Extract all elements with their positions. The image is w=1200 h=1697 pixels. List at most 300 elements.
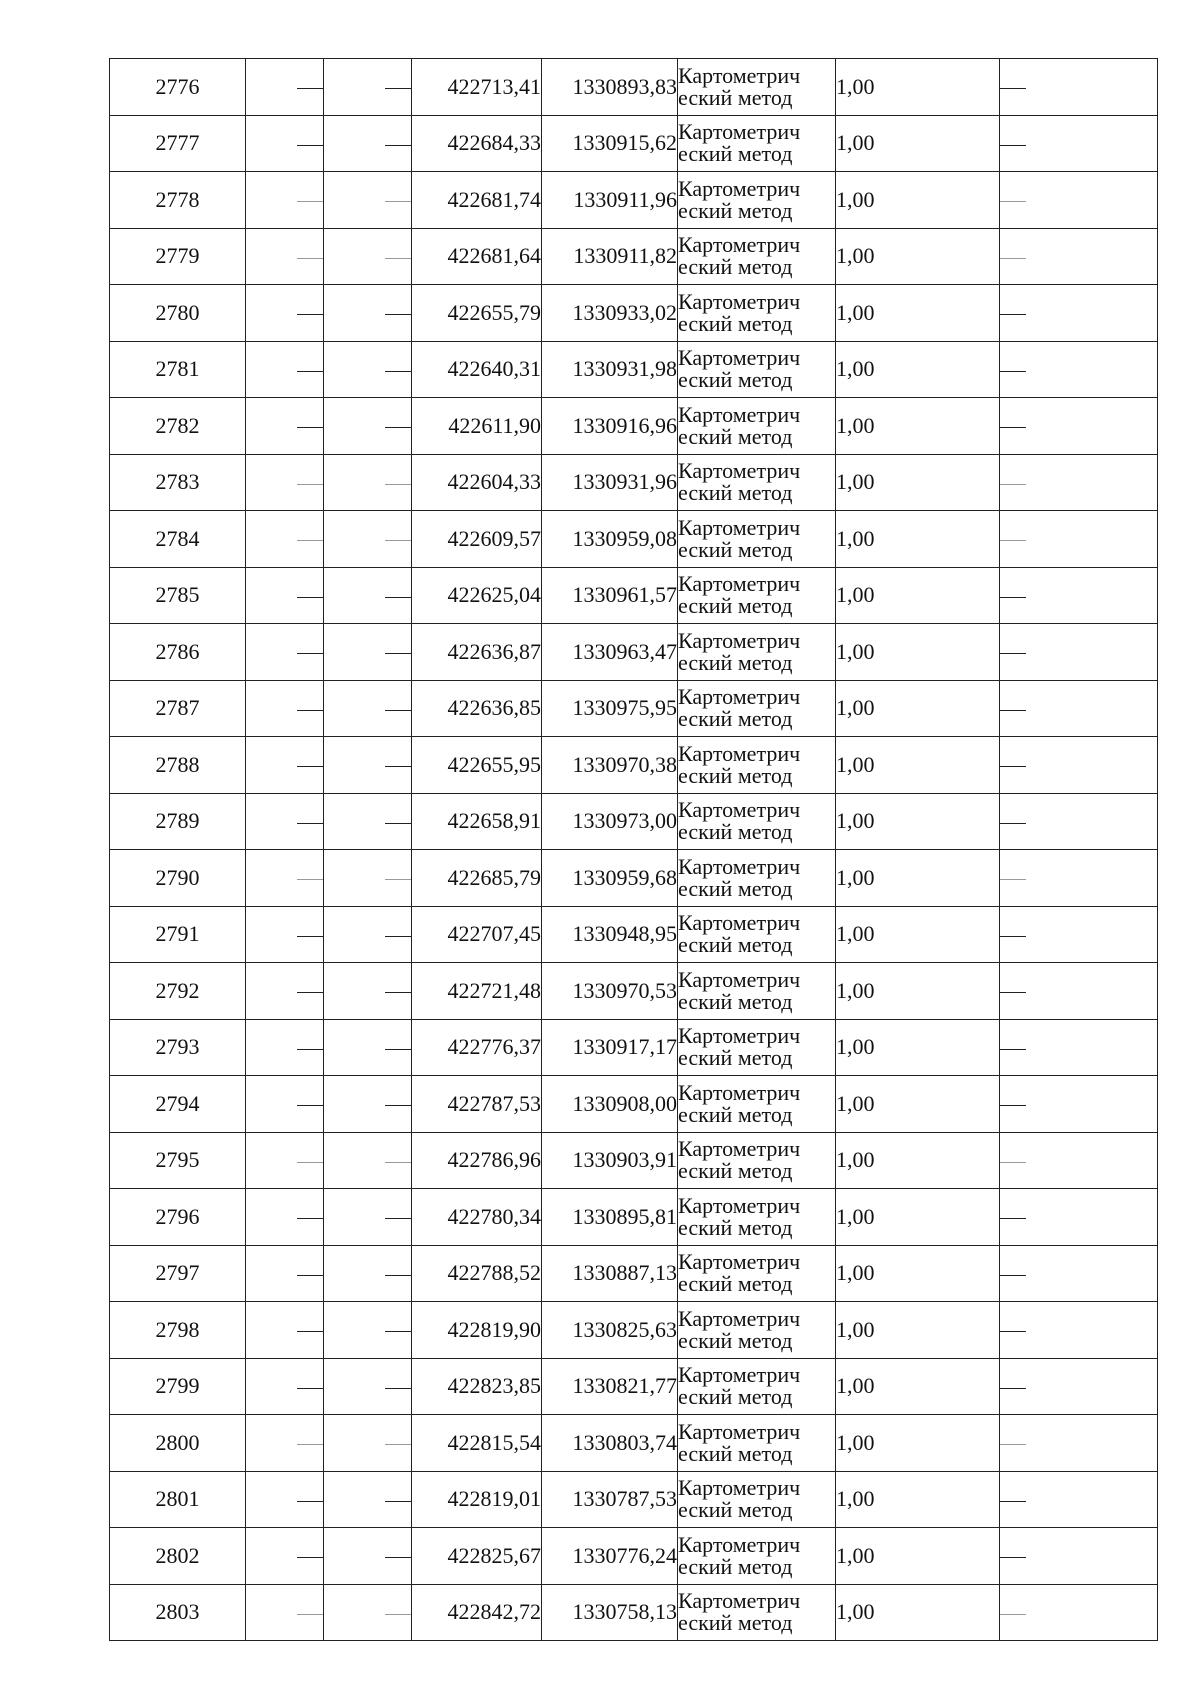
method-line-2: еский метод bbox=[678, 706, 793, 732]
dash-mark bbox=[385, 1331, 411, 1332]
method-cell bbox=[678, 398, 836, 455]
dash-mark bbox=[1000, 1049, 1026, 1050]
coordinate-x: 422713,41 bbox=[412, 59, 542, 116]
dash-mark bbox=[385, 145, 411, 146]
empty-cell-dash bbox=[324, 1189, 412, 1246]
method-line-1: Картометрич bbox=[678, 684, 801, 710]
point-number: 2783 bbox=[110, 454, 246, 511]
method-cell bbox=[678, 1132, 836, 1189]
coordinate-y: 1330908,00 bbox=[542, 1076, 678, 1133]
method-line-1: Картометрич bbox=[678, 119, 801, 145]
empty-cell-dash bbox=[324, 454, 412, 511]
method-cell bbox=[678, 850, 836, 907]
method-line-1: Картометрич bbox=[678, 458, 801, 484]
method-cell bbox=[678, 228, 836, 285]
empty-cell-dash bbox=[246, 1245, 324, 1302]
method-line-1: Картометрич bbox=[678, 1079, 801, 1105]
table-row bbox=[110, 850, 1158, 907]
method-cell bbox=[678, 1471, 836, 1528]
coordinate-x: 422825,67 bbox=[412, 1528, 542, 1585]
empty-cell-dash bbox=[1000, 1189, 1158, 1246]
dash-mark bbox=[1000, 992, 1026, 993]
coordinate-y: 1330776,24 bbox=[542, 1528, 678, 1585]
empty-cell-dash bbox=[1000, 624, 1158, 681]
dash-mark bbox=[385, 314, 411, 315]
point-number: 2776 bbox=[110, 59, 246, 116]
table-row bbox=[110, 228, 1158, 285]
empty-cell-dash bbox=[246, 1584, 324, 1641]
empty-cell-dash bbox=[1000, 906, 1158, 963]
dash-mark bbox=[1000, 879, 1026, 880]
dash-mark bbox=[1000, 314, 1026, 315]
empty-cell-dash bbox=[324, 1302, 412, 1359]
coordinate-x: 422786,96 bbox=[412, 1132, 542, 1189]
point-number: 2794 bbox=[110, 1076, 246, 1133]
method-line-1: Картометрич bbox=[678, 1418, 801, 1444]
empty-cell-dash bbox=[246, 285, 324, 342]
table-row bbox=[110, 906, 1158, 963]
dash-mark bbox=[297, 597, 323, 598]
dash-mark bbox=[297, 1331, 323, 1332]
empty-cell-dash bbox=[246, 228, 324, 285]
empty-cell-dash bbox=[1000, 285, 1158, 342]
dash-mark bbox=[1000, 823, 1026, 824]
empty-cell-dash bbox=[324, 172, 412, 229]
method-line-1: Картометрич bbox=[678, 1588, 801, 1614]
dash-mark bbox=[385, 823, 411, 824]
dash-mark bbox=[297, 1501, 323, 1502]
empty-cell-dash bbox=[324, 680, 412, 737]
dash-mark bbox=[385, 201, 411, 202]
coordinates-table bbox=[109, 58, 1158, 1641]
empty-cell-dash bbox=[246, 680, 324, 737]
coordinate-x: 422636,87 bbox=[412, 624, 542, 681]
method-cell bbox=[678, 906, 836, 963]
dash-mark bbox=[1000, 427, 1026, 428]
accuracy-value: 1,00 bbox=[836, 398, 1000, 455]
dash-mark bbox=[385, 992, 411, 993]
accuracy-value: 1,00 bbox=[836, 59, 1000, 116]
empty-cell-dash bbox=[324, 793, 412, 850]
dash-mark bbox=[385, 1218, 411, 1219]
accuracy-value: 1,00 bbox=[836, 341, 1000, 398]
empty-cell-dash bbox=[1000, 228, 1158, 285]
dash-mark bbox=[297, 1557, 323, 1558]
table-row bbox=[110, 285, 1158, 342]
table-row bbox=[110, 567, 1158, 624]
empty-cell-dash bbox=[1000, 1245, 1158, 1302]
method-line-2: еский метод bbox=[678, 593, 793, 619]
coordinate-x: 422655,79 bbox=[412, 285, 542, 342]
empty-cell-dash bbox=[1000, 737, 1158, 794]
method-line-1: Картометрич bbox=[678, 1362, 801, 1388]
table-row bbox=[110, 1528, 1158, 1585]
coordinate-x: 422721,48 bbox=[412, 963, 542, 1020]
empty-cell-dash bbox=[324, 1019, 412, 1076]
dash-mark bbox=[297, 88, 323, 89]
method-line-1: Картометрич bbox=[678, 1192, 801, 1218]
point-number: 2798 bbox=[110, 1302, 246, 1359]
method-cell bbox=[678, 1415, 836, 1472]
empty-cell-dash bbox=[1000, 172, 1158, 229]
empty-cell-dash bbox=[1000, 1132, 1158, 1189]
dash-mark bbox=[1000, 1162, 1026, 1163]
empty-cell-dash bbox=[1000, 454, 1158, 511]
method-line-1: Картометрич bbox=[678, 1305, 801, 1331]
empty-cell-dash bbox=[246, 1019, 324, 1076]
point-number: 2797 bbox=[110, 1245, 246, 1302]
method-cell bbox=[678, 793, 836, 850]
empty-cell-dash bbox=[324, 511, 412, 568]
table-row bbox=[110, 115, 1158, 172]
accuracy-value: 1,00 bbox=[836, 793, 1000, 850]
method-line-2: еский метод bbox=[678, 310, 793, 336]
coordinate-x: 422787,53 bbox=[412, 1076, 542, 1133]
accuracy-value: 1,00 bbox=[836, 115, 1000, 172]
method-line-2: еский метод bbox=[678, 254, 793, 280]
empty-cell-dash bbox=[324, 963, 412, 1020]
empty-cell-dash bbox=[324, 341, 412, 398]
dash-mark bbox=[1000, 484, 1026, 485]
method-line-1: Картометрич bbox=[678, 966, 801, 992]
empty-cell-dash bbox=[324, 59, 412, 116]
coordinate-y: 1330916,96 bbox=[542, 398, 678, 455]
empty-cell-dash bbox=[324, 1076, 412, 1133]
dash-mark bbox=[385, 88, 411, 89]
method-line-2: еский метод bbox=[678, 1045, 793, 1071]
dash-mark bbox=[297, 201, 323, 202]
empty-cell-dash bbox=[1000, 1358, 1158, 1415]
dash-mark bbox=[297, 427, 323, 428]
empty-cell-dash bbox=[1000, 963, 1158, 1020]
empty-cell-dash bbox=[246, 624, 324, 681]
dash-mark bbox=[385, 1049, 411, 1050]
method-line-2: еский метод bbox=[678, 536, 793, 562]
coordinate-x: 422636,85 bbox=[412, 680, 542, 737]
table-row bbox=[110, 963, 1158, 1020]
empty-cell-dash bbox=[246, 1132, 324, 1189]
dash-mark bbox=[1000, 258, 1026, 259]
method-line-2: еский метод bbox=[678, 1610, 793, 1636]
empty-cell-dash bbox=[1000, 793, 1158, 850]
method-cell bbox=[678, 285, 836, 342]
accuracy-value: 1,00 bbox=[836, 624, 1000, 681]
dash-mark bbox=[297, 936, 323, 937]
accuracy-value: 1,00 bbox=[836, 228, 1000, 285]
coordinate-y: 1330911,82 bbox=[542, 228, 678, 285]
point-number: 2789 bbox=[110, 793, 246, 850]
coordinate-x: 422640,31 bbox=[412, 341, 542, 398]
method-cell bbox=[678, 1076, 836, 1133]
empty-cell-dash bbox=[324, 624, 412, 681]
method-line-1: Картометрич bbox=[678, 232, 801, 258]
coordinate-y: 1330970,38 bbox=[542, 737, 678, 794]
accuracy-value: 1,00 bbox=[836, 1245, 1000, 1302]
empty-cell-dash bbox=[246, 737, 324, 794]
empty-cell-dash bbox=[324, 1132, 412, 1189]
dash-mark bbox=[297, 992, 323, 993]
table-row bbox=[110, 1302, 1158, 1359]
dash-mark bbox=[1000, 1557, 1026, 1558]
point-number: 2795 bbox=[110, 1132, 246, 1189]
dash-mark bbox=[1000, 653, 1026, 654]
table-row bbox=[110, 793, 1158, 850]
dash-mark bbox=[297, 145, 323, 146]
empty-cell-dash bbox=[246, 454, 324, 511]
dash-mark bbox=[297, 258, 323, 259]
method-cell bbox=[678, 567, 836, 624]
accuracy-value: 1,00 bbox=[836, 511, 1000, 568]
method-line-2: еский метод bbox=[678, 1553, 793, 1579]
table-row bbox=[110, 1415, 1158, 1472]
method-cell bbox=[678, 115, 836, 172]
dash-mark bbox=[385, 597, 411, 598]
empty-cell-dash bbox=[1000, 567, 1158, 624]
method-line-2: еский метод bbox=[678, 649, 793, 675]
accuracy-value: 1,00 bbox=[836, 1019, 1000, 1076]
method-line-2: еский метод bbox=[678, 480, 793, 506]
table-row bbox=[110, 511, 1158, 568]
accuracy-value: 1,00 bbox=[836, 1302, 1000, 1359]
coordinate-y: 1330787,53 bbox=[542, 1471, 678, 1528]
table-row bbox=[110, 1358, 1158, 1415]
method-cell bbox=[678, 454, 836, 511]
empty-cell-dash bbox=[1000, 1076, 1158, 1133]
dash-mark bbox=[385, 1614, 411, 1615]
coordinate-y: 1330963,47 bbox=[542, 624, 678, 681]
empty-cell-dash bbox=[324, 1245, 412, 1302]
dash-mark bbox=[385, 936, 411, 937]
coordinate-y: 1330973,00 bbox=[542, 793, 678, 850]
method-line-1: Картометрич bbox=[678, 910, 801, 936]
empty-cell-dash bbox=[324, 228, 412, 285]
coordinate-y: 1330911,96 bbox=[542, 172, 678, 229]
table-row bbox=[110, 1076, 1158, 1133]
method-cell bbox=[678, 1302, 836, 1359]
dash-mark bbox=[1000, 597, 1026, 598]
accuracy-value: 1,00 bbox=[836, 850, 1000, 907]
method-cell bbox=[678, 1584, 836, 1641]
method-line-2: еский метод bbox=[678, 1384, 793, 1410]
empty-cell-dash bbox=[324, 115, 412, 172]
point-number: 2786 bbox=[110, 624, 246, 681]
empty-cell-dash bbox=[324, 1471, 412, 1528]
coordinate-x: 422681,74 bbox=[412, 172, 542, 229]
empty-cell-dash bbox=[324, 1584, 412, 1641]
coordinate-x: 422819,90 bbox=[412, 1302, 542, 1359]
method-line-2: еский метод bbox=[678, 875, 793, 901]
dash-mark bbox=[297, 710, 323, 711]
empty-cell-dash bbox=[246, 1358, 324, 1415]
dash-mark bbox=[385, 1501, 411, 1502]
dash-mark bbox=[385, 1444, 411, 1445]
dash-mark bbox=[1000, 201, 1026, 202]
dash-mark bbox=[385, 1105, 411, 1106]
accuracy-value: 1,00 bbox=[836, 1584, 1000, 1641]
dash-mark bbox=[297, 1444, 323, 1445]
dash-mark bbox=[385, 540, 411, 541]
dash-mark bbox=[297, 823, 323, 824]
empty-cell-dash bbox=[246, 1189, 324, 1246]
empty-cell-dash bbox=[1000, 341, 1158, 398]
method-cell bbox=[678, 680, 836, 737]
dash-mark bbox=[1000, 371, 1026, 372]
table-row bbox=[110, 59, 1158, 116]
coordinate-x: 422780,34 bbox=[412, 1189, 542, 1246]
point-number: 2790 bbox=[110, 850, 246, 907]
empty-cell-dash bbox=[324, 398, 412, 455]
accuracy-value: 1,00 bbox=[836, 737, 1000, 794]
method-line-2: еский метод bbox=[678, 423, 793, 449]
coordinate-x: 422842,72 bbox=[412, 1584, 542, 1641]
dash-mark bbox=[297, 371, 323, 372]
method-line-1: Картометрич bbox=[678, 1475, 801, 1501]
empty-cell-dash bbox=[1000, 850, 1158, 907]
point-number: 2792 bbox=[110, 963, 246, 1020]
dash-mark bbox=[1000, 1614, 1026, 1615]
method-line-1: Картометрич bbox=[678, 740, 801, 766]
accuracy-value: 1,00 bbox=[836, 285, 1000, 342]
table-row bbox=[110, 680, 1158, 737]
method-line-1: Картометрич bbox=[678, 1023, 801, 1049]
dash-mark bbox=[385, 710, 411, 711]
empty-cell-dash bbox=[1000, 1584, 1158, 1641]
dash-mark bbox=[297, 1049, 323, 1050]
coordinate-y: 1330821,77 bbox=[542, 1358, 678, 1415]
dash-mark bbox=[385, 1388, 411, 1389]
empty-cell-dash bbox=[246, 1415, 324, 1472]
method-line-1: Картометрич bbox=[678, 288, 801, 314]
method-line-2: еский метод bbox=[678, 84, 793, 110]
method-line-1: Картометрич bbox=[678, 345, 801, 371]
empty-cell-dash bbox=[324, 850, 412, 907]
accuracy-value: 1,00 bbox=[836, 1358, 1000, 1415]
dash-mark bbox=[1000, 710, 1026, 711]
coordinate-x: 422819,01 bbox=[412, 1471, 542, 1528]
coordinate-y: 1330903,91 bbox=[542, 1132, 678, 1189]
dash-mark bbox=[385, 1275, 411, 1276]
dash-mark bbox=[385, 766, 411, 767]
empty-cell-dash bbox=[1000, 511, 1158, 568]
accuracy-value: 1,00 bbox=[836, 172, 1000, 229]
method-line-2: еский метод bbox=[678, 1440, 793, 1466]
dash-mark bbox=[385, 484, 411, 485]
method-cell bbox=[678, 1189, 836, 1246]
point-number: 2791 bbox=[110, 906, 246, 963]
coordinate-y: 1330887,13 bbox=[542, 1245, 678, 1302]
table-row bbox=[110, 341, 1158, 398]
dash-mark bbox=[385, 653, 411, 654]
coordinate-y: 1330970,53 bbox=[542, 963, 678, 1020]
accuracy-value: 1,00 bbox=[836, 454, 1000, 511]
method-cell bbox=[678, 1245, 836, 1302]
accuracy-value: 1,00 bbox=[836, 1528, 1000, 1585]
dash-mark bbox=[385, 371, 411, 372]
empty-cell-dash bbox=[246, 793, 324, 850]
dash-mark bbox=[1000, 766, 1026, 767]
point-number: 2779 bbox=[110, 228, 246, 285]
method-line-2: еский метод bbox=[678, 762, 793, 788]
coordinate-y: 1330895,81 bbox=[542, 1189, 678, 1246]
empty-cell-dash bbox=[246, 59, 324, 116]
method-line-1: Картометрич bbox=[678, 797, 801, 823]
dash-mark bbox=[297, 766, 323, 767]
point-number: 2796 bbox=[110, 1189, 246, 1246]
method-line-2: еский метод bbox=[678, 1497, 793, 1523]
point-number: 2778 bbox=[110, 172, 246, 229]
coordinate-y: 1330959,68 bbox=[542, 850, 678, 907]
method-line-1: Картометрич bbox=[678, 514, 801, 540]
table-row bbox=[110, 737, 1158, 794]
method-cell bbox=[678, 1528, 836, 1585]
dash-mark bbox=[385, 258, 411, 259]
empty-cell-dash bbox=[246, 398, 324, 455]
method-line-2: еский метод bbox=[678, 1101, 793, 1127]
accuracy-value: 1,00 bbox=[836, 1415, 1000, 1472]
method-line-1: Картометрич bbox=[678, 571, 801, 597]
dash-mark bbox=[297, 484, 323, 485]
coordinate-y: 1330803,74 bbox=[542, 1415, 678, 1472]
empty-cell-dash bbox=[1000, 115, 1158, 172]
coordinate-x: 422655,95 bbox=[412, 737, 542, 794]
dash-mark bbox=[385, 879, 411, 880]
dash-mark bbox=[1000, 88, 1026, 89]
point-number: 2787 bbox=[110, 680, 246, 737]
empty-cell-dash bbox=[246, 115, 324, 172]
coordinate-y: 1330825,63 bbox=[542, 1302, 678, 1359]
coordinate-x: 422681,64 bbox=[412, 228, 542, 285]
empty-cell-dash bbox=[246, 172, 324, 229]
dash-mark bbox=[1000, 1275, 1026, 1276]
accuracy-value: 1,00 bbox=[836, 680, 1000, 737]
accuracy-value: 1,00 bbox=[836, 1132, 1000, 1189]
coordinate-y: 1330961,57 bbox=[542, 567, 678, 624]
table-row bbox=[110, 172, 1158, 229]
dash-mark bbox=[297, 1275, 323, 1276]
accuracy-value: 1,00 bbox=[836, 1076, 1000, 1133]
empty-cell-dash bbox=[246, 963, 324, 1020]
dash-mark bbox=[1000, 1501, 1026, 1502]
empty-cell-dash bbox=[1000, 398, 1158, 455]
point-number: 2782 bbox=[110, 398, 246, 455]
coordinate-x: 422658,91 bbox=[412, 793, 542, 850]
coordinate-x: 422776,37 bbox=[412, 1019, 542, 1076]
table-row bbox=[110, 1584, 1158, 1641]
method-line-1: Картометрич bbox=[678, 627, 801, 653]
method-line-2: еский метод bbox=[678, 1214, 793, 1240]
method-cell bbox=[678, 963, 836, 1020]
empty-cell-dash bbox=[246, 1076, 324, 1133]
dash-mark bbox=[385, 1162, 411, 1163]
method-cell bbox=[678, 1019, 836, 1076]
point-number: 2800 bbox=[110, 1415, 246, 1472]
dash-mark bbox=[297, 1388, 323, 1389]
coordinate-x: 422788,52 bbox=[412, 1245, 542, 1302]
empty-cell-dash bbox=[1000, 1019, 1158, 1076]
point-number: 2802 bbox=[110, 1528, 246, 1585]
dash-mark bbox=[297, 1105, 323, 1106]
table-row bbox=[110, 624, 1158, 681]
empty-cell-dash bbox=[1000, 1528, 1158, 1585]
coordinate-x: 422684,33 bbox=[412, 115, 542, 172]
dash-mark bbox=[385, 1557, 411, 1558]
empty-cell-dash bbox=[246, 1471, 324, 1528]
coordinate-x: 422815,54 bbox=[412, 1415, 542, 1472]
coordinate-y: 1330893,83 bbox=[542, 59, 678, 116]
method-line-2: еский метод bbox=[678, 988, 793, 1014]
empty-cell-dash bbox=[324, 285, 412, 342]
method-line-2: еский метод bbox=[678, 1271, 793, 1297]
